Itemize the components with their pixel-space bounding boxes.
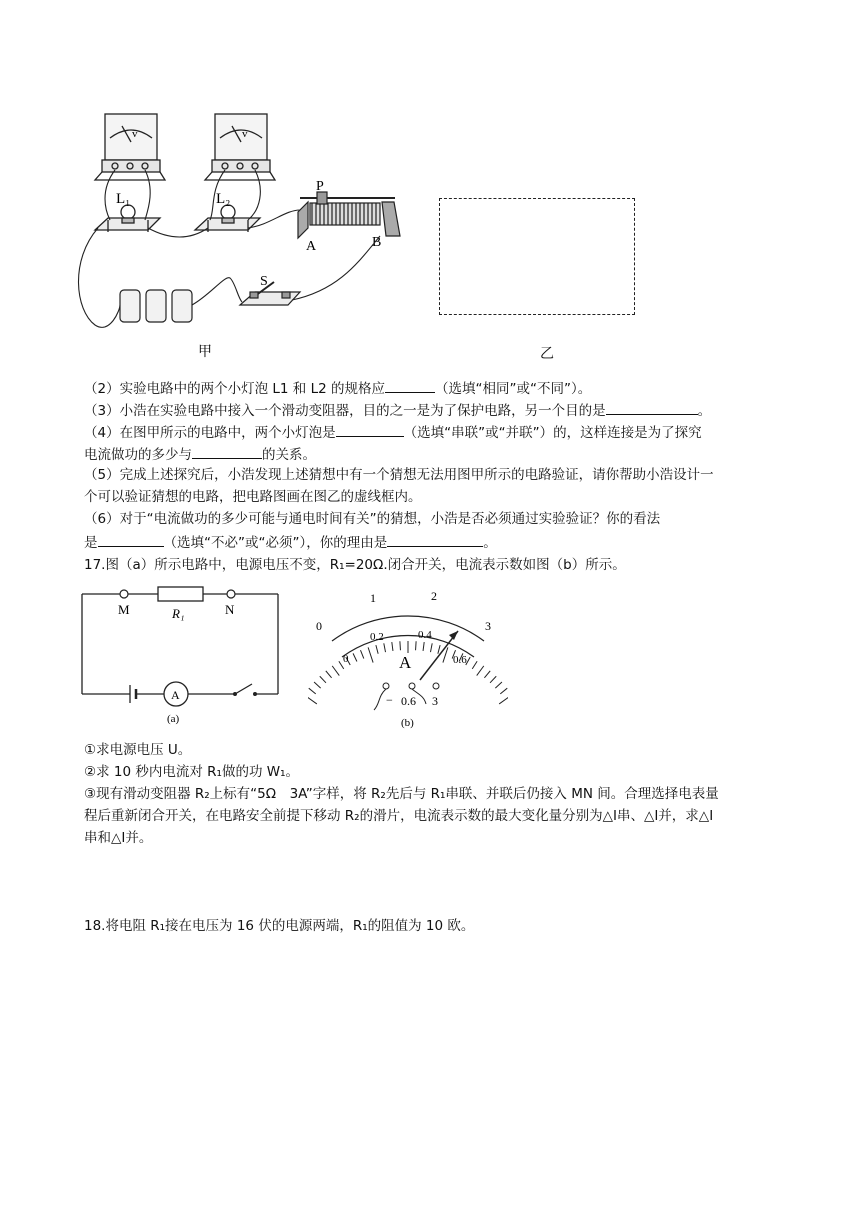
tick-bottom-0: 0 [343,653,349,665]
resistor-R1 [158,587,203,601]
q18-stem: 18.将电阻 R₁接在电压为 16 伏的电源两端，R₁的阻值为 10 欧。 [84,918,475,934]
q16-item-4-line2: 电流做功的多少与 的关系。 [84,444,316,465]
rheostat-A-label: A [306,239,317,254]
dial-tick [430,643,432,652]
terminal-minus: − [386,693,393,707]
dial-tick [490,676,496,683]
dial-tick [500,688,507,694]
lamp-L2-label: L₂ [216,191,231,207]
switch-S-label: S [260,274,268,289]
ammeter-label: A [171,688,180,702]
voltmeter-1 [95,114,165,180]
dial-tick [392,642,393,651]
voltmeter-2 [205,114,275,180]
q17-stem: 17.图（a）所示电路中，电源电压不变，R₁=20Ω.闭合开关，电流表示数如图（b）所示。 [84,557,626,573]
q16-item-2: （2）实验电路中的两个小灯泡 L1 和 L2 的规格应 （选填“相同”或“不同”）。 [84,378,591,399]
tick-top-3: 3 [485,619,491,633]
dial-tick [368,647,373,662]
figure-jia-caption: 甲 [198,344,212,360]
label-R1: R₁ [172,606,185,621]
dial-tick [472,661,477,669]
figure-b-caption: (b) [401,717,414,729]
q17-sub3-line3: 串和△I并。 [84,830,153,846]
battery-cells [120,290,192,322]
dial-tick [423,642,424,651]
tick-bottom-0.4: 0.4 [418,629,432,641]
label-N: N [225,602,235,617]
lamp-L1-label: L₁ [116,191,131,207]
figure-a-caption: (a) [167,713,180,725]
terminal-0.6: 0.6 [401,694,416,708]
q17-sub3-line1: ③现有滑动变阻器 R₂上标有“5Ω 3A”字样，将 R₂先后与 R₁串联、并联后仍接入 MN 间。合理选择电表量 [84,786,719,802]
dial-unit: A [399,653,412,672]
q16-item-6-line2: 是 （选填“不必”或“必须”），你的理由是 。 [84,532,497,553]
dial-tick [320,676,326,683]
dial-tick [376,645,378,654]
figure-a-circuit [80,582,285,727]
tick-top-0: 0 [316,619,322,633]
tick-top-1: 1 [370,591,376,605]
dial-tick [484,671,490,678]
figure-jia [60,110,440,360]
tick-top-2: 2 [431,589,437,603]
dial-tick [400,641,401,650]
switch-open [235,684,252,694]
lamp-L1 [95,205,160,232]
q17-sub1: ①求电源电压 U。 [84,742,192,758]
figure-b-ammeter-dial [308,584,508,732]
rheostat-P-label: P [316,179,324,194]
dial-tick [499,695,508,704]
switch-S [240,282,300,305]
q17-sub2: ②求 10 秒内电流对 R₁做的功 W₁。 [84,764,299,780]
rheostat-B-label: B [372,235,382,250]
q16-item-3: （3）小浩在实验电路中接入一个滑动变阻器，目的之一是为了保护电路，另一个目的是 。 [84,400,711,421]
dial-tick [353,653,357,661]
q16-item-5-line2: 个可以验证猜想的电路，把电路图画在图乙的虚线框内。 [84,489,422,505]
terminal-M [120,590,128,598]
dial-tick [308,695,317,704]
dial-tick [360,650,363,658]
dial-tick [332,666,339,676]
dial-tick [309,688,316,694]
figure-yi-dashed-box [439,198,635,315]
dial-tick [416,641,417,650]
q16-item-6-line1: （6）对于“电流做功的多少可能与通电时间有关”的猜想，小浩是否必须通过实验验证？你的看法 [84,511,661,527]
q17-sub3-line2: 程后重新闭合开关，在电路安全前提下移动 R₂的滑片，电流表示数的最大变化量分别为△I串、△I并，求△I [84,808,714,824]
dial-tick [477,666,484,676]
dial-tick [314,682,321,688]
label-M: M [118,602,130,617]
dial-tick [438,645,440,654]
voltmeter-2-label: v [242,128,248,140]
terminal-3: 3 [432,694,438,708]
tick-bottom-0.2: 0.2 [370,631,384,643]
rheostat [298,192,400,238]
q16-item-5-line1: （5）完成上述探究后，小浩发现上述猜想中有一个猜想无法用图甲所示的电路验证，请你帮助小浩设计一 [84,467,714,483]
dial-tick [384,643,386,652]
voltmeter-1-label: v [132,128,138,140]
figure-yi-caption: 乙 [540,346,554,362]
tick-bottom-0.6: 0.6 [453,654,467,666]
q16-item-4-line1: （4）在图甲所示的电路中，两个小灯泡是 （选填“串联”或“并联”）的，这样连接是为了探究 [84,422,702,443]
terminal-N [227,590,235,598]
dial-tick [495,682,502,688]
dial-tick [326,671,332,678]
